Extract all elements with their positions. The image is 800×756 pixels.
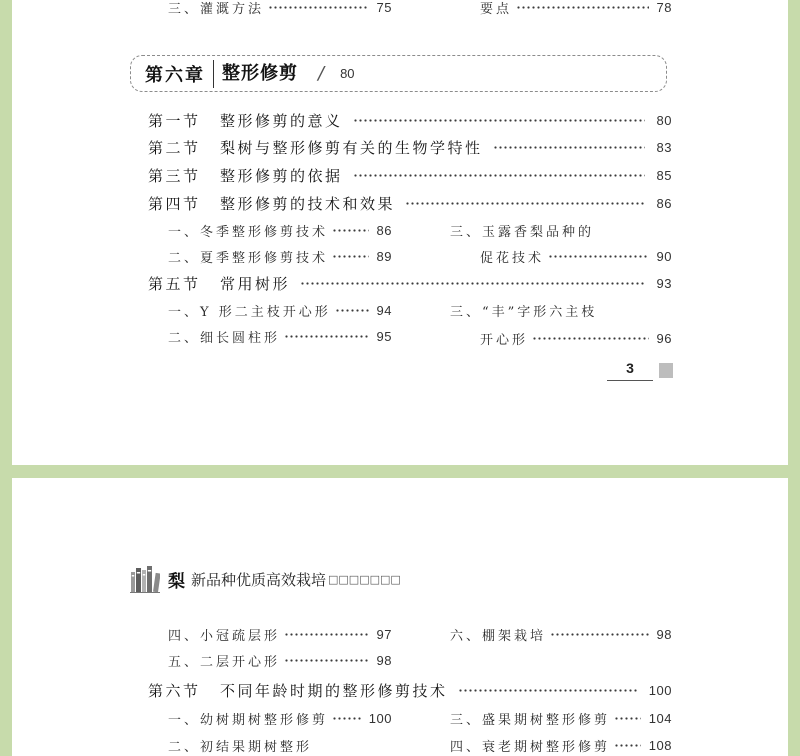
entry-label: 四、衰老期树整形修剪 [450,739,611,755]
toc-section [148,679,672,701]
leader-dots [614,716,641,721]
page-upper [12,0,788,465]
toc-entry [168,707,392,729]
leader-dots [332,228,369,233]
toc-section [148,164,672,186]
folio-marker [659,363,673,378]
entry-label: 六、棚架栽培 [450,628,547,644]
running-head [130,564,401,594]
section-number: 第四节 [148,194,201,213]
page-ref: 86 [376,222,392,238]
toc-entry-continuation [480,0,672,18]
leader-dots [550,632,649,637]
toc-entry [168,649,392,671]
page-ref: 78 [656,0,672,15]
page-ref: 97 [376,626,392,642]
toc-entry [450,623,672,645]
leader-dots [458,688,637,693]
leader-dots [332,254,369,259]
chapter-heading-box [130,55,667,92]
entry-label: 三、玉露香梨品种的 [450,224,595,240]
leader-dots [268,5,369,10]
leader-dots [532,336,649,341]
page-ref: 95 [376,328,392,344]
page-ref: 83 [656,139,672,155]
chapter-page-ref: 80 [340,66,355,81]
entry-label: 一、冬季整形修剪技术 [168,224,329,240]
page-number: 3 [607,357,653,381]
section-title: 常用树形 [220,274,291,293]
section-number: 第六节 [148,681,201,700]
leader-dots [300,281,645,286]
page-ref: 89 [376,248,392,264]
entry-label: 一、Y 形二主枝开心形 [168,304,331,320]
leader-dots [548,254,649,259]
section-title: 整形修剪的依据 [220,166,343,185]
entry-label: 一、幼树期树整形修剪 [168,712,329,728]
page-ref: 98 [376,652,392,668]
section-number: 第一节 [148,111,201,130]
section-title: 不同年龄时期的整形修剪技术 [220,681,448,700]
toc-section [148,272,672,294]
page-ref: 100 [368,710,392,726]
leader-dots [353,173,645,178]
page-ref: 80 [656,112,672,128]
leader-dots [516,5,649,10]
section-number: 第五节 [148,274,201,293]
section-title: 梨树与整形修剪有关的生物学特性 [220,138,483,157]
chapter-number: 第六章 [145,64,205,86]
leader-dots [405,201,645,206]
toc-entry [450,299,672,321]
page-ref: 96 [656,330,672,346]
books-icon [130,565,160,593]
page-ref: 108 [648,737,672,753]
leader-dots [284,334,369,339]
entry-label: 二、夏季整形修剪技术 [168,250,329,266]
entry-label: 促花技术 [480,250,545,266]
chapter-separator: / [318,63,325,84]
entry-label: 二、初结果期树整形 [168,739,313,755]
entry-label: 开心形 [480,332,529,348]
toc-entry [168,325,392,347]
page-ref: 93 [656,275,672,291]
entry-label: 要点 [480,1,513,17]
toc-entry [168,0,392,18]
toc-entry [168,245,392,267]
page-ref: 75 [376,0,392,15]
page-ref: 98 [656,626,672,642]
toc-entry-continuation [480,327,672,349]
leader-dots [614,743,641,748]
section-title: 整形修剪的技术和效果 [220,194,396,213]
running-head-title: 新品种优质高效栽培 [191,570,327,589]
entry-label: 五、二层开心形 [168,654,281,670]
leader-dots [284,632,369,637]
toc-entry-continuation [480,245,672,267]
entry-label: 三、“丰”字形六主枝 [450,304,598,320]
running-head-placeholder-glyphs: □□□□□□□ [328,572,401,586]
toc-entry [450,707,672,729]
page-ref: 90 [656,248,672,264]
page-ref: 100 [648,682,672,698]
section-number: 第三节 [148,166,201,185]
entry-label: 四、小冠疏层形 [168,628,281,644]
entry-label: 二、细长圆柱形 [168,330,281,346]
page-lower [12,478,788,756]
running-head-initial: 梨 [168,571,185,592]
toc-entry [168,623,392,645]
page-ref: 85 [656,167,672,183]
toc-section [148,136,672,158]
entry-label: 三、灌溉方法 [168,1,265,17]
toc-section [148,192,672,214]
toc-entry [168,219,392,241]
toc-entry [168,734,392,756]
leader-dots [284,658,369,663]
section-title: 整形修剪的意义 [220,111,343,130]
section-number: 第二节 [148,138,201,157]
page-ref: 94 [376,302,392,318]
leader-dots [332,716,361,721]
leader-dots [335,308,369,313]
chapter-title: 整形修剪 [213,60,298,88]
toc-entry [168,299,392,321]
page-ref: 104 [648,710,672,726]
leader-dots [353,118,645,123]
toc-entry [450,734,672,756]
toc-section [148,109,672,131]
toc-entry [450,219,672,241]
entry-label: 三、盛果期树整形修剪 [450,712,611,728]
page-ref: 86 [656,195,672,211]
leader-dots [493,145,645,150]
